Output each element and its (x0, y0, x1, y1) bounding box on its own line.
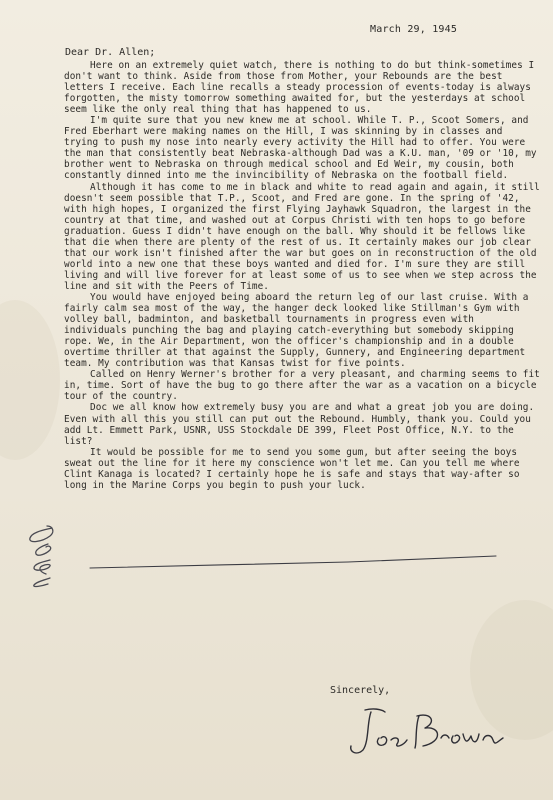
pen-underline (88, 552, 498, 572)
paragraph-3: Although it has come to me in black and white to read again and again, it still doesn't seem possible that T.P., Scoot, and Fred are gone. In the spring of '42, with high hopes, I organized the first Flying Jayhawk Squadron, the largest in the country at that time, and washed out at Corpus Christi with ten hops to go before graduation. Guess I didn't have enough on the ball. Why should it be fellows like that die when there are plenty of the rest of us. It certainly makes our job clear that our work isn't finished after the war but goes on in reconstruction of the old world into a new one that these boys wanted and died for. I'm sure they are still living and will live forever for at least some of us to see when we step across the line and sit with the Peers of Time. (64, 181, 540, 292)
letter-date: March 29, 1945 (370, 24, 458, 35)
paragraph-2: I'm quite sure that you new knew me at school. While T. P., Scoot Somers, and Fred Eberhart were making names on the Hill, I was skinning by in classes and trying to push my nose into nearly every activity the Hill had to offer. You were the man that consistently beat Nebraska-although Dad was a K.U. man, '09 or '10, my brother went to Nebraska on through medical school and Ed Weir, my cousin, both constantly dinned into me the invincibility of Nebraska on the football field. (64, 115, 537, 182)
paragraph-6: Doc we all know how extremely busy you are and what a great job you are doing. Even with all this you still can put out the Rebound. Humbly, thank you. Could you add Lt. Emmett Park, USNR, USS Stockdale DE 399, Fleet Post Office, N.Y. to the list? (64, 402, 535, 447)
paper-stain (0, 300, 60, 460)
handwritten-signature (345, 702, 515, 760)
salutation: Dear Dr. Allen; (65, 47, 156, 58)
handwritten-done-mark (22, 520, 60, 590)
closing: Sincerely, (330, 685, 391, 696)
letter-body (64, 60, 542, 491)
paragraph-7: It would be possible for me to send you some gum, but after seeing the boys sweat out the line for it here my conscience won't let me. Can you tell me where Clint Kanaga is located? I certainly hope he is safe and stays that way-after so long in the Marine Corps you begin to push your luck. (64, 446, 520, 491)
paragraph-5: Called on Henry Werner's brother for a very pleasant, and charming seems to fit in, time. Sort of have the bug to go there after the war as a vacation on a bicycle tour of the country. (64, 369, 540, 403)
paragraph-1: Here on an extremely quiet watch, there is nothing to do but think-sometimes I don't want to think. Aside from those from Mother, your Rebounds are the best letters I receive. Each line recalls a steady procession of events-today is always forgotten, the misty tomorrow something awaited for, but the yesterdays at school seem like the only real thing that has happened to us. (64, 60, 535, 116)
paragraph-4: You would have enjoyed being aboard the return leg of our last cruise. With a fairly calm sea most of the way, the hanger deck looked like Stillman's Gym with volley ball, badminton, and basketball tournaments in progress even with individuals punching the bag and playing catch-everything but somebody skipping rope. We, in the Air Department, won the officer's championship and in a double overtime thriller at that against the Supply, Gunnery, and Engineering department team. My contribution was that Kansas twist for five points. (64, 291, 529, 370)
